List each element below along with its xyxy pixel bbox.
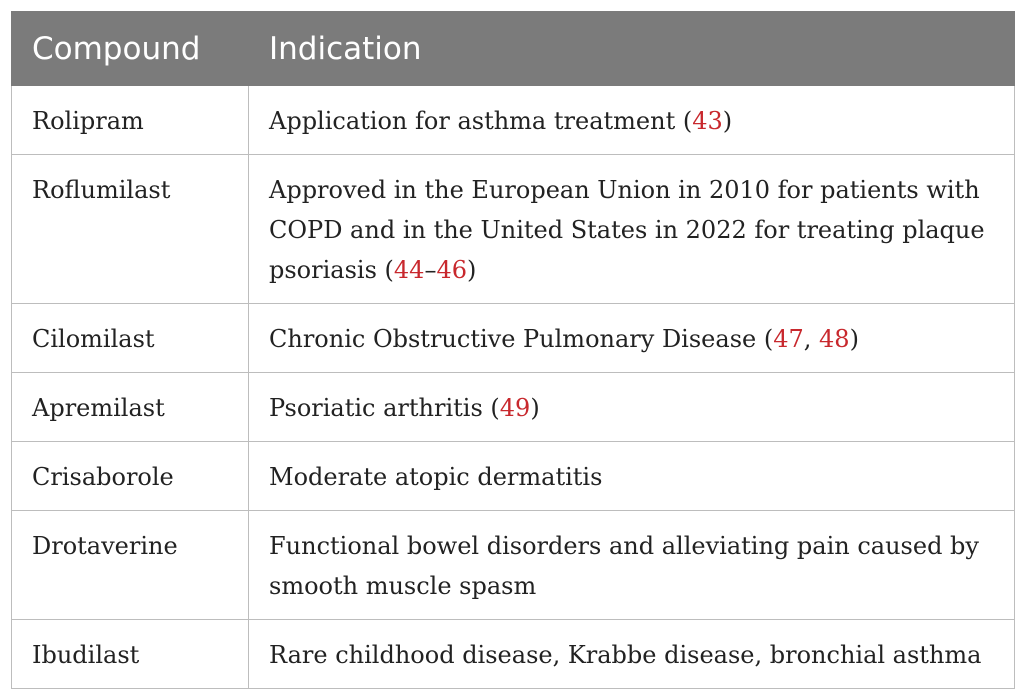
indication-text: Rare childhood disease, Krabbe disease, bronchial asthma (269, 641, 982, 669)
header-compound: Compound (12, 12, 249, 86)
reference-link[interactable]: 46 (436, 256, 467, 284)
compound-cell: Crisaborole (12, 442, 249, 511)
compound-indication-table (11, 11, 1015, 689)
indication-text: – (424, 256, 437, 284)
table-row (12, 304, 1015, 373)
indication-cell (249, 620, 1015, 689)
compound-cell: Rolipram (12, 86, 249, 155)
indication-text: ) (530, 394, 540, 422)
indication-cell (249, 304, 1015, 373)
compound-cell: Ibudilast (12, 620, 249, 689)
compound-cell: Drotaverine (12, 511, 249, 620)
compound-cell: Apremilast (12, 373, 249, 442)
reference-link[interactable]: 44 (393, 256, 425, 284)
indication-cell (249, 511, 1015, 620)
table-body (12, 86, 1015, 689)
table-header (12, 12, 1015, 86)
indication-text: ) (849, 325, 859, 353)
table-row (12, 442, 1015, 511)
table-row (12, 511, 1015, 620)
table-row (12, 155, 1015, 304)
indication-text: Approved in the European Union in 2010 for patients with COPD and in the United States in 2022 for treating plaque psoriasis ( (269, 176, 985, 284)
indication-text: Psoriatic arthritis ( (269, 394, 500, 422)
header-indication: Indication (249, 12, 1015, 86)
header-row (12, 12, 1015, 86)
indication-text: ) (722, 107, 733, 135)
indication-text: Functional bowel disorders and alleviating pain caused by smooth muscle spasm (269, 532, 979, 600)
indication-text: Moderate atopic dermatitis (269, 463, 603, 491)
indication-cell (249, 442, 1015, 511)
indication-text: ) (466, 256, 477, 284)
reference-link[interactable]: 47 (773, 325, 804, 353)
compound-cell: Cilomilast (12, 304, 249, 373)
table-row (12, 86, 1015, 155)
reference-link[interactable]: 43 (692, 107, 723, 135)
indication-text: Chronic Obstructive Pulmonary Disease ( (269, 325, 774, 353)
reference-link[interactable]: 48 (819, 325, 850, 353)
indication-text: , (803, 325, 820, 353)
compound-cell: Roflumilast (12, 155, 249, 304)
indication-text: Application for asthma treatment ( (269, 107, 693, 135)
reference-link[interactable]: 49 (499, 394, 531, 422)
table-row (12, 373, 1015, 442)
compound-indication-table-container (11, 11, 1014, 689)
indication-cell (249, 155, 1015, 304)
indication-cell (249, 86, 1015, 155)
indication-cell (249, 373, 1015, 442)
table-row (12, 620, 1015, 689)
